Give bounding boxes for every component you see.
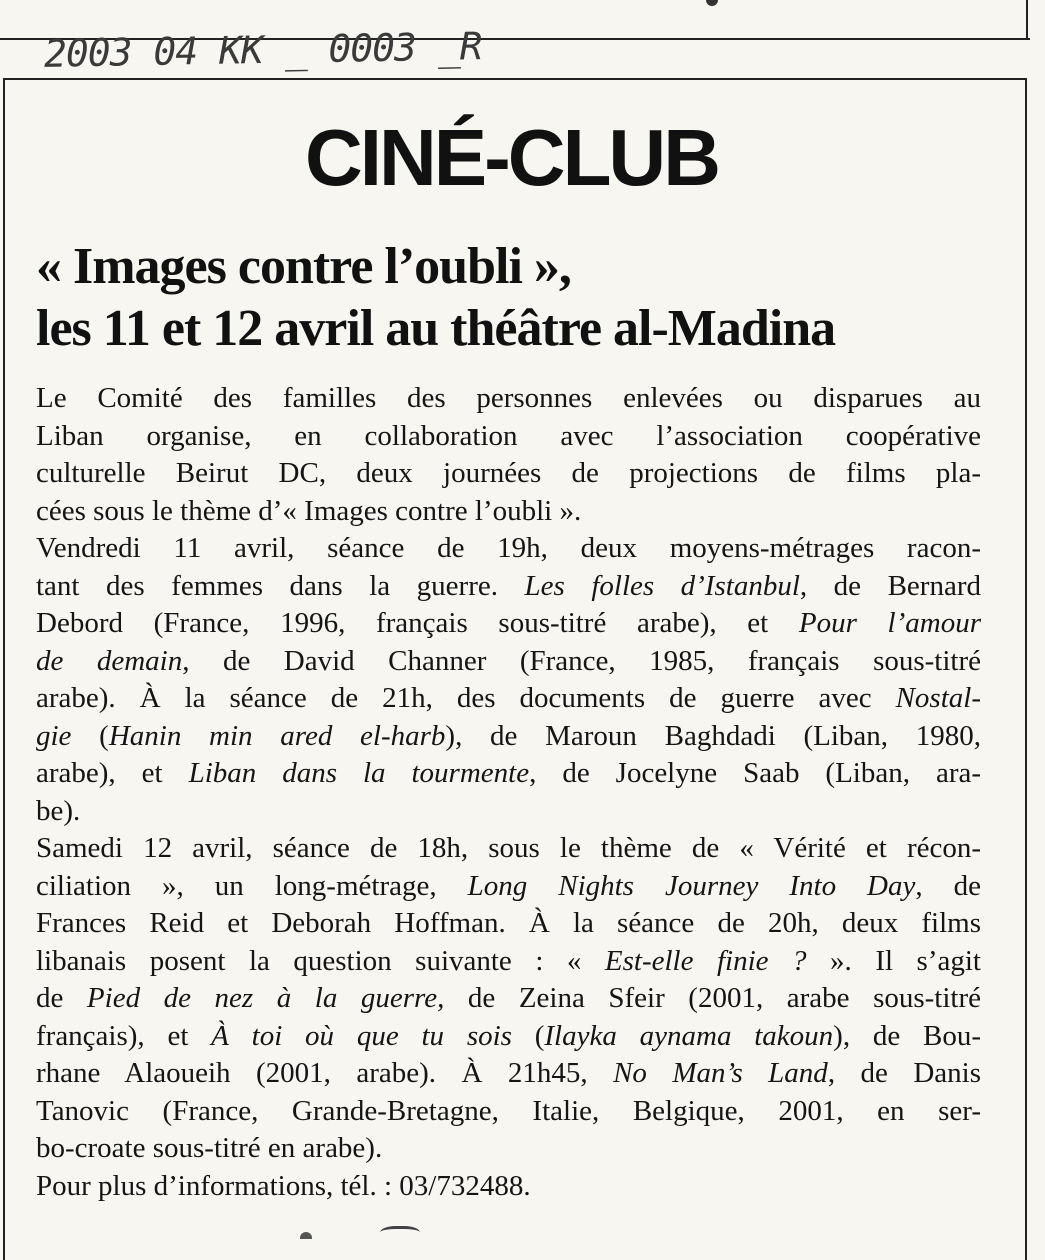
body-line: Frances Reid et Deborah Hoffman. À la séance de 20h, deux films [36,907,981,939]
film-title: Ilayka aynama takoun [544,1019,834,1052]
body-line: libanais posent la question suivante : « Est-elle finie ? ». Il s’agit [36,944,981,977]
body-line: cées sous le thème d’« Images contre l’oubli ». [36,494,582,527]
film-title: Liban dans la tourmente [188,757,530,789]
film-title: gie [36,719,72,752]
body-line: Vendredi 11 avril, séance de 19h, deux moyens-métrages racon- [36,532,981,564]
body-line: arabe), et Liban dans la tourmente, de Jocelyne Saab (Liban, ara- [36,757,982,789]
film-title: Long Nights Journey Into Day [467,869,916,902]
body-line: de demain, de David Channer (France, 1985, français sous-titré [36,644,981,677]
top-ink-mark [706,0,718,6]
film-title: No Man’s Land [613,1057,828,1089]
handwritten-archive-code: 2003 04 KK _ 0003 _R [43,24,482,76]
film-title: Les folles d’Istanbul [524,569,800,602]
film-title: Pied de nez à la guerre, [86,982,445,1014]
bottom-ink-mark [380,1226,420,1242]
body-line: be). [36,794,81,827]
body-line: Liban organise, en collaboration avec l’association coopérative [36,419,981,452]
film-title: Nostal- [895,682,981,714]
article-body [36,380,981,1205]
section-title: CINÉ-CLUB [305,113,718,202]
contact-line: Pour plus d’informations, tél. : 03/732488. [36,1169,531,1202]
body-line: culturelle Beirut DC, deux journées de projections de films pla- [36,457,981,489]
film-title: Pour l’amour [798,607,981,639]
film-title: Est-elle finie ? [604,944,807,977]
body-line: ciliation », un long-métrage, Long Nights Journey Into Day, de [36,869,981,902]
film-title: Hanin min ared el-harb [108,719,446,752]
body-line: Samedi 12 avril, séance de 18h, sous le thème de « Vérité et récon- [36,832,981,864]
film-title: À toi où que tu sois [211,1019,512,1052]
film-title: de demain [36,644,183,677]
body-line: rhane Alaoueih (2001, arabe). À 21h45, No Man’s Land, de Danis [36,1057,981,1089]
body-line: gie (Hanin min ared el-harb), de Maroun Baghdadi (Liban, 1980, [36,719,981,752]
headline [36,236,1016,360]
headline-line-1: « Images contre l’oubli », [36,238,571,295]
body-line: Debord (France, 1996, français sous-titré arabe), et Pour l’amour [36,607,981,639]
body-line: Le Comité des familles des personnes enlevées ou disparues au [36,382,981,414]
top-right-border-line [1026,0,1028,40]
body-line: français), et À toi où que tu sois (Ilayka aynama takoun), de Bou- [36,1019,981,1052]
body-line: Tanovic (France, Grande-Bretagne, Italie, Belgique, 2001, en ser- [36,1094,981,1127]
bottom-ink-mark [300,1232,312,1239]
body-line: bo-croate sous-titré en arabe). [36,1132,383,1164]
body-line: tant des femmes dans la guerre. Les folles d’Istanbul, de Bernard [36,569,981,602]
headline-line-2: les 11 et 12 avril au théâtre al-Madina [36,300,836,357]
body-line: arabe). À la séance de 21h, des documents de guerre avec Nostal- [36,682,981,714]
body-line: de Pied de nez à la guerre, de Zeina Sfeir (2001, arabe sous-titré [36,982,982,1014]
